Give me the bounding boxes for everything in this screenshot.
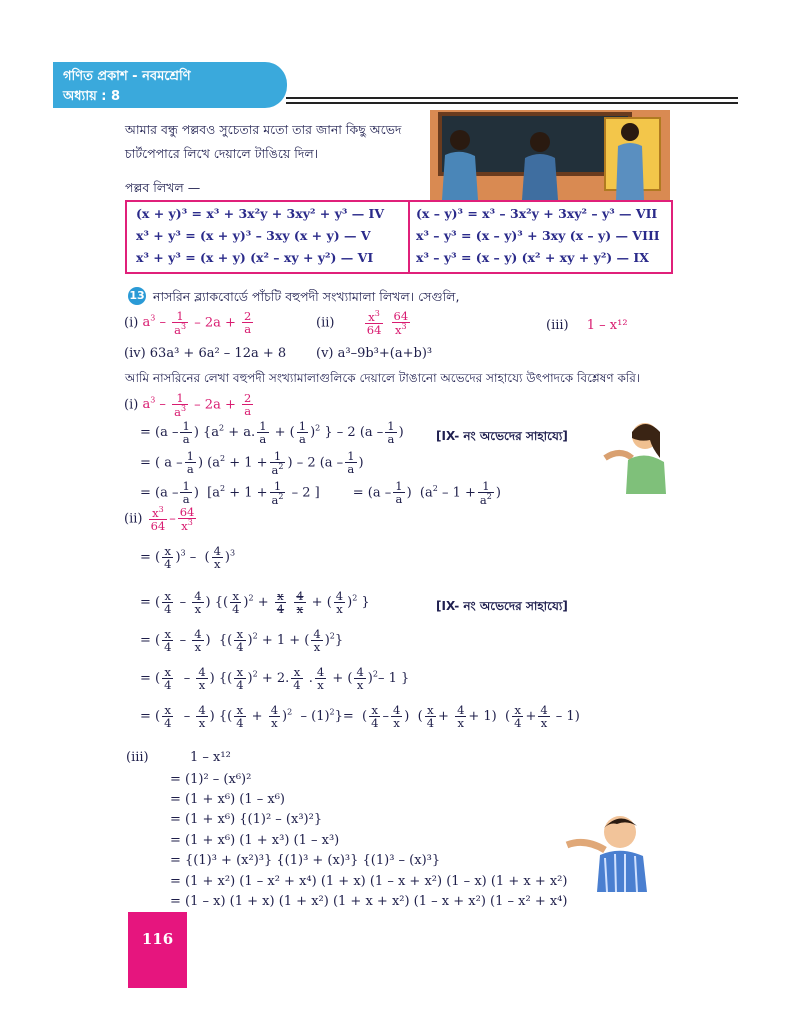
solution-iii-step-3: = (1 + x⁶) {(1)² – (x³)²} [170,812,323,827]
blackboard-illustration [430,110,670,200]
solution-iii-step-7: = (1 – x) (1 + x) (1 + x²) (1 + x + x²) (1 – x + x²) (1 – x² + x⁴) [170,894,568,909]
item-iv: (iv) 63a³ + 6a² – 12a + 8 [124,346,287,361]
item-i: (i) $a^3$ – $\frac{1}{a^3}$ – 2a + $\frac{2}{a}$ [124,309,252,337]
chapter-header [53,62,287,108]
item-i-label: (i) [124,315,139,331]
problem-number-badge: 13 [128,287,146,305]
chapter-label: অধ্যায় : 8 [63,89,121,104]
item-ii-label: (ii) [316,315,335,331]
solution-iii-step-5: = {(1)³ + (x²)³} {(1)³ + (x)³} {(1)³ – (x)³} [170,853,441,868]
header-rule-2 [286,102,738,104]
identity-vii: (x – y)³ = x³ – 3x²y + 3xy² – y³ — VII [416,206,658,221]
header-rule [286,97,738,99]
page-number: 116 [141,930,174,948]
pallab-label: পল্লব লিখল — [125,180,201,195]
solution-iii-label: (iii) [126,750,149,765]
problem-statement: নাসরিন ব্ল্যাকবোর্ডে পাঁচটি বহুপদী সংখ্যামালা লিখল। সেগুলি, [153,289,460,304]
solution-iii-step-1: = (1)² – (x⁶)² [170,772,252,787]
solution-i-step-3: = (a – $\frac{1}{a}$ ) [$a^2 + 1$ + $\frac{1}{a^2}$ – 2 ] = (a – $\frac{1}{a}$ ) ($a^2 - 1$ + $\frac{1}{a^2}$ ) [140,479,501,507]
item-iii [546,318,628,333]
solution-iii-step-6: = (1 + x²) (1 – x² + x⁴) (1 + x) (1 – x + x²) (1 – x) (1 + x + x²) [170,874,568,889]
solution-ii-step-2: = ( $\frac{x}{4}$ – $\frac{4}{x}$ ) {( $\frac{x}{4}$ )$^2$ + $\frac{x}{4}$ $\frac{4}{x}$ + ( $\frac{4}{x}$ )$^2$ } [140,589,370,617]
girl-illustration [600,418,670,494]
solution-iii-expr: 1 – x¹² [190,750,231,765]
item-iii-expr: 1 – x¹² [586,318,628,333]
identity-note-1: [IX- নং অভেদের সাহায্যে] [436,429,568,443]
intro-line-1: আমার বন্ধু পল্লবও সুচেতার মতো তার জানা কিছু অভেদ [125,122,402,137]
identity-ix: x³ – y³ = (x – y) (x² + xy + y²) — IX [416,250,649,265]
identity-note-2: [IX- নং অভেদের সাহায্যে] [436,599,568,613]
identity-v: x³ + y³ = (x + y)³ – 3xy (x + y) — V [136,228,371,243]
intro-line-2: চার্টপেপারে লিখে দেয়ালে টাঙিয়ে দিল। [125,146,319,161]
item-v: (v) a³–9b³+(a+b)³ [316,346,433,361]
solution-ii-step-3: = ( $\frac{x}{4}$ – $\frac{4}{x}$ ) {( $\frac{x}{4}$ )$^2$ + 1 + ( $\frac{4}{x}$ )$^2$} [140,627,344,655]
solution-ii-step-4: = ( $\frac{x}{4}$ – $\frac{4}{x}$ ) {( $\frac{x}{4}$ )$^2$ + 2. $\frac{x}{4}$ . $\frac{4}{x}$ + ( $\frac{4}{x}$ )$^2$– 1 } [140,665,410,693]
identity-iv: (x + y)³ = x³ + 3x²y + 3xy² + y³ — IV [136,206,385,221]
instruction: আমি নাসরিনের লেখা বহুপদী সংখ্যামালাগুলিকে দেয়ালে টাঙানো অভেদের সাহায্যে উৎপাদকে বিশ্লেষণ করি। [125,371,641,385]
book-title: গণিত প্রকাশ - নবমশ্রেণি [63,69,191,84]
solution-i-step-2: = ( a – $\frac{1}{a}$ ) ($a^2 + 1$ + $\frac{1}{a^2}$ ) – 2 (a – $\frac{1}{a}$ ) [140,449,364,477]
boy-illustration [565,810,655,892]
solution-ii-step-5: = ( $\frac{x}{4}$ – $\frac{4}{x}$ ) {( $\frac{x}{4}$ + $\frac{4}{x}$ )$^2 - (1)^2\}=$ ( $\frac{x}{4}$ – $\frac{4}{x}$ ) ( $\frac{x}{4}$ + $\frac{4}{x}$ + 1) ( $\frac{x}{4}$ + $\frac{4}{x}$ – 1) [140,703,580,731]
solution-ii-step-1: = ( $\frac{x}{4}$ )$^3$ – ( $\frac{4}{x}$ )$^3$ [140,544,236,572]
solution-ii-header: (ii) $\frac{x^3}{64}$ – $\frac{64}{x^3}$ [124,505,195,533]
solution-i-header: (i) $a^3$ – $\frac{1}{a^3}$ – 2a + $\frac{2}{a}$ [124,391,252,419]
solution-iii-step-4: = (1 + x⁶) (1 + x³) (1 – x³) [170,833,340,848]
solution-i-step-1: = (a – $\frac{1}{a}$ ) {$a^2 + a$. $\frac{1}{a}$ + ( $\frac{1}{a}$ )$^2$ } – 2 (a – $\frac{1}{a}$ ) [140,419,404,447]
identity-viii: x³ – y³ = (x – y)³ + 3xy (x – y) — VIII [416,228,660,243]
identity-vi: x³ + y³ = (x + y) (x² – xy + y²) — VI [136,250,374,265]
item-ii: (ii) $\frac{x^3}{64}$ $\frac{64}{x^3}$ [316,309,409,337]
solution-iii-step-2: = (1 + x⁶) (1 – x⁶) [170,792,285,807]
page-number-box [128,912,187,988]
item-iii-label: (iii) [546,318,569,333]
